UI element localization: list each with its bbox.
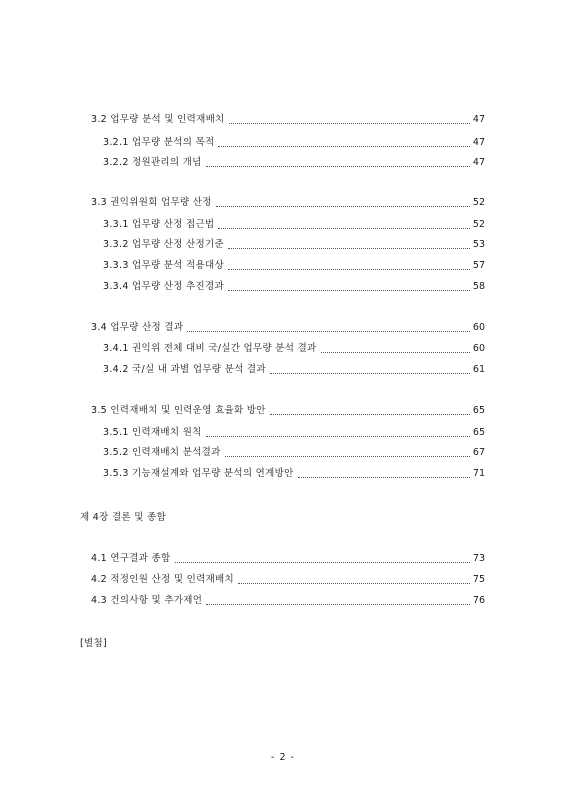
toc-entry-label: 3.3.1 업무량 산정 접근법 [103, 219, 215, 230]
toc-entry-label: 3.5 인력재배치 및 인력운영 효율화 방안 [91, 405, 266, 416]
toc-dot-leader [216, 206, 470, 207]
toc-entry-3-5-1[interactable] [103, 426, 485, 440]
toc-entry-4-2[interactable] [91, 573, 485, 587]
toc-dot-leader [238, 583, 470, 584]
toc-entry-page: 65 [472, 427, 485, 438]
toc-entry-label: 3.5.1 인력재배치 원칙 [103, 427, 202, 438]
toc-dot-leader [228, 290, 470, 291]
toc-entry-page: 65 [472, 405, 485, 416]
toc-entry-label: 4.3 건의사항 및 추가제언 [91, 595, 203, 606]
toc-entry-4-1[interactable] [91, 552, 485, 566]
toc-entry-page: 60 [472, 322, 485, 333]
toc-entry-3-2-2[interactable] [103, 156, 485, 170]
toc-entry-3-3-1[interactable] [103, 218, 485, 232]
toc-entry-page: 47 [472, 157, 485, 168]
toc-entry-page: 47 [472, 137, 485, 148]
toc-entry-page: 75 [472, 574, 485, 585]
toc-dot-leader [206, 436, 470, 437]
toc-entry-label: 3.4.1 권익위 전체 대비 국/실간 업무량 분석 결과 [103, 343, 317, 354]
toc-entry-3-4[interactable] [91, 321, 485, 335]
toc-dot-leader [225, 456, 470, 457]
toc-dot-leader [270, 414, 470, 415]
toc-entry-label: 3.3.3 업무량 분석 적용대상 [103, 260, 224, 271]
toc-entry-label: 3.3 권익위원회 업무량 산정 [91, 197, 212, 208]
toc-dot-leader [175, 562, 470, 563]
toc-dot-leader [298, 477, 470, 478]
toc-appendix[interactable]: [별첨] [80, 638, 107, 649]
toc-entry-3-5-3[interactable] [103, 467, 485, 481]
toc-entry-3-3-2[interactable] [103, 238, 485, 252]
toc-dot-leader [228, 269, 470, 270]
toc-entry-label: 3.3.2 업무량 산정 산정기준 [103, 239, 224, 250]
toc-entry-3-2[interactable] [91, 113, 485, 127]
toc-chapter-heading[interactable]: 제 4장 결론 및 종합 [80, 512, 166, 523]
toc-entry-page: 60 [472, 343, 485, 354]
toc-entry-label: 3.5.2 인력재배치 분석결과 [103, 447, 221, 458]
toc-dot-leader [270, 373, 470, 374]
toc-entry-label: 4.1 연구결과 종합 [91, 553, 171, 564]
toc-entry-page: 61 [472, 364, 485, 375]
toc-dot-leader [187, 331, 470, 332]
toc-entry-label: 4.2 적정인원 산정 및 인력재배치 [91, 574, 235, 585]
toc-entry-3-4-1[interactable] [103, 342, 485, 356]
toc-dot-leader [206, 604, 470, 605]
toc-entry-3-5[interactable] [91, 404, 485, 418]
toc-entry-page: 47 [472, 114, 485, 125]
toc-entry-page: 57 [472, 260, 485, 271]
toc-entry-page: 53 [472, 239, 485, 250]
toc-dot-leader [206, 166, 470, 167]
toc-dot-leader [218, 228, 469, 229]
toc-entry-page: 76 [472, 595, 485, 606]
toc-entry-page: 71 [472, 468, 485, 479]
toc-entry-3-3-3[interactable] [103, 259, 485, 273]
toc-entry-page: 52 [472, 219, 485, 230]
toc-entry-label: 3.4.2 국/실 내 과별 업무량 분석 결과 [103, 364, 266, 375]
toc-entry-label: 3.2.2 정원관리의 개념 [103, 157, 202, 168]
toc-dot-leader [218, 146, 469, 147]
toc-dot-leader [321, 352, 470, 353]
toc-entry-page: 52 [472, 197, 485, 208]
toc-entry-page: 67 [472, 447, 485, 458]
toc-entry-label: 3.2.1 업무량 분석의 목적 [103, 137, 215, 148]
toc-entry-3-5-2[interactable] [103, 446, 485, 460]
toc-entry-label: 3.4 업무량 산정 결과 [91, 322, 184, 333]
toc-entry-4-3[interactable] [91, 594, 485, 608]
toc-dot-leader [229, 123, 470, 124]
toc-entry-label: 3.2 업무량 분석 및 인력재배치 [91, 114, 225, 125]
toc-entry-3-2-1[interactable] [103, 136, 485, 150]
toc-entry-page: 58 [472, 281, 485, 292]
toc-entry-label: 3.5.3 기능재설계와 업무량 분석의 연계방안 [103, 468, 294, 479]
toc-entry-3-3[interactable] [91, 196, 485, 210]
toc-entry-page: 73 [472, 553, 485, 564]
page-number: - 2 - [271, 752, 295, 763]
toc-dot-leader [228, 248, 470, 249]
toc-entry-3-4-2[interactable] [103, 363, 485, 377]
toc-entry-3-3-4[interactable] [103, 280, 485, 294]
toc-entry-label: 3.3.4 업무량 산정 추진경과 [103, 281, 224, 292]
